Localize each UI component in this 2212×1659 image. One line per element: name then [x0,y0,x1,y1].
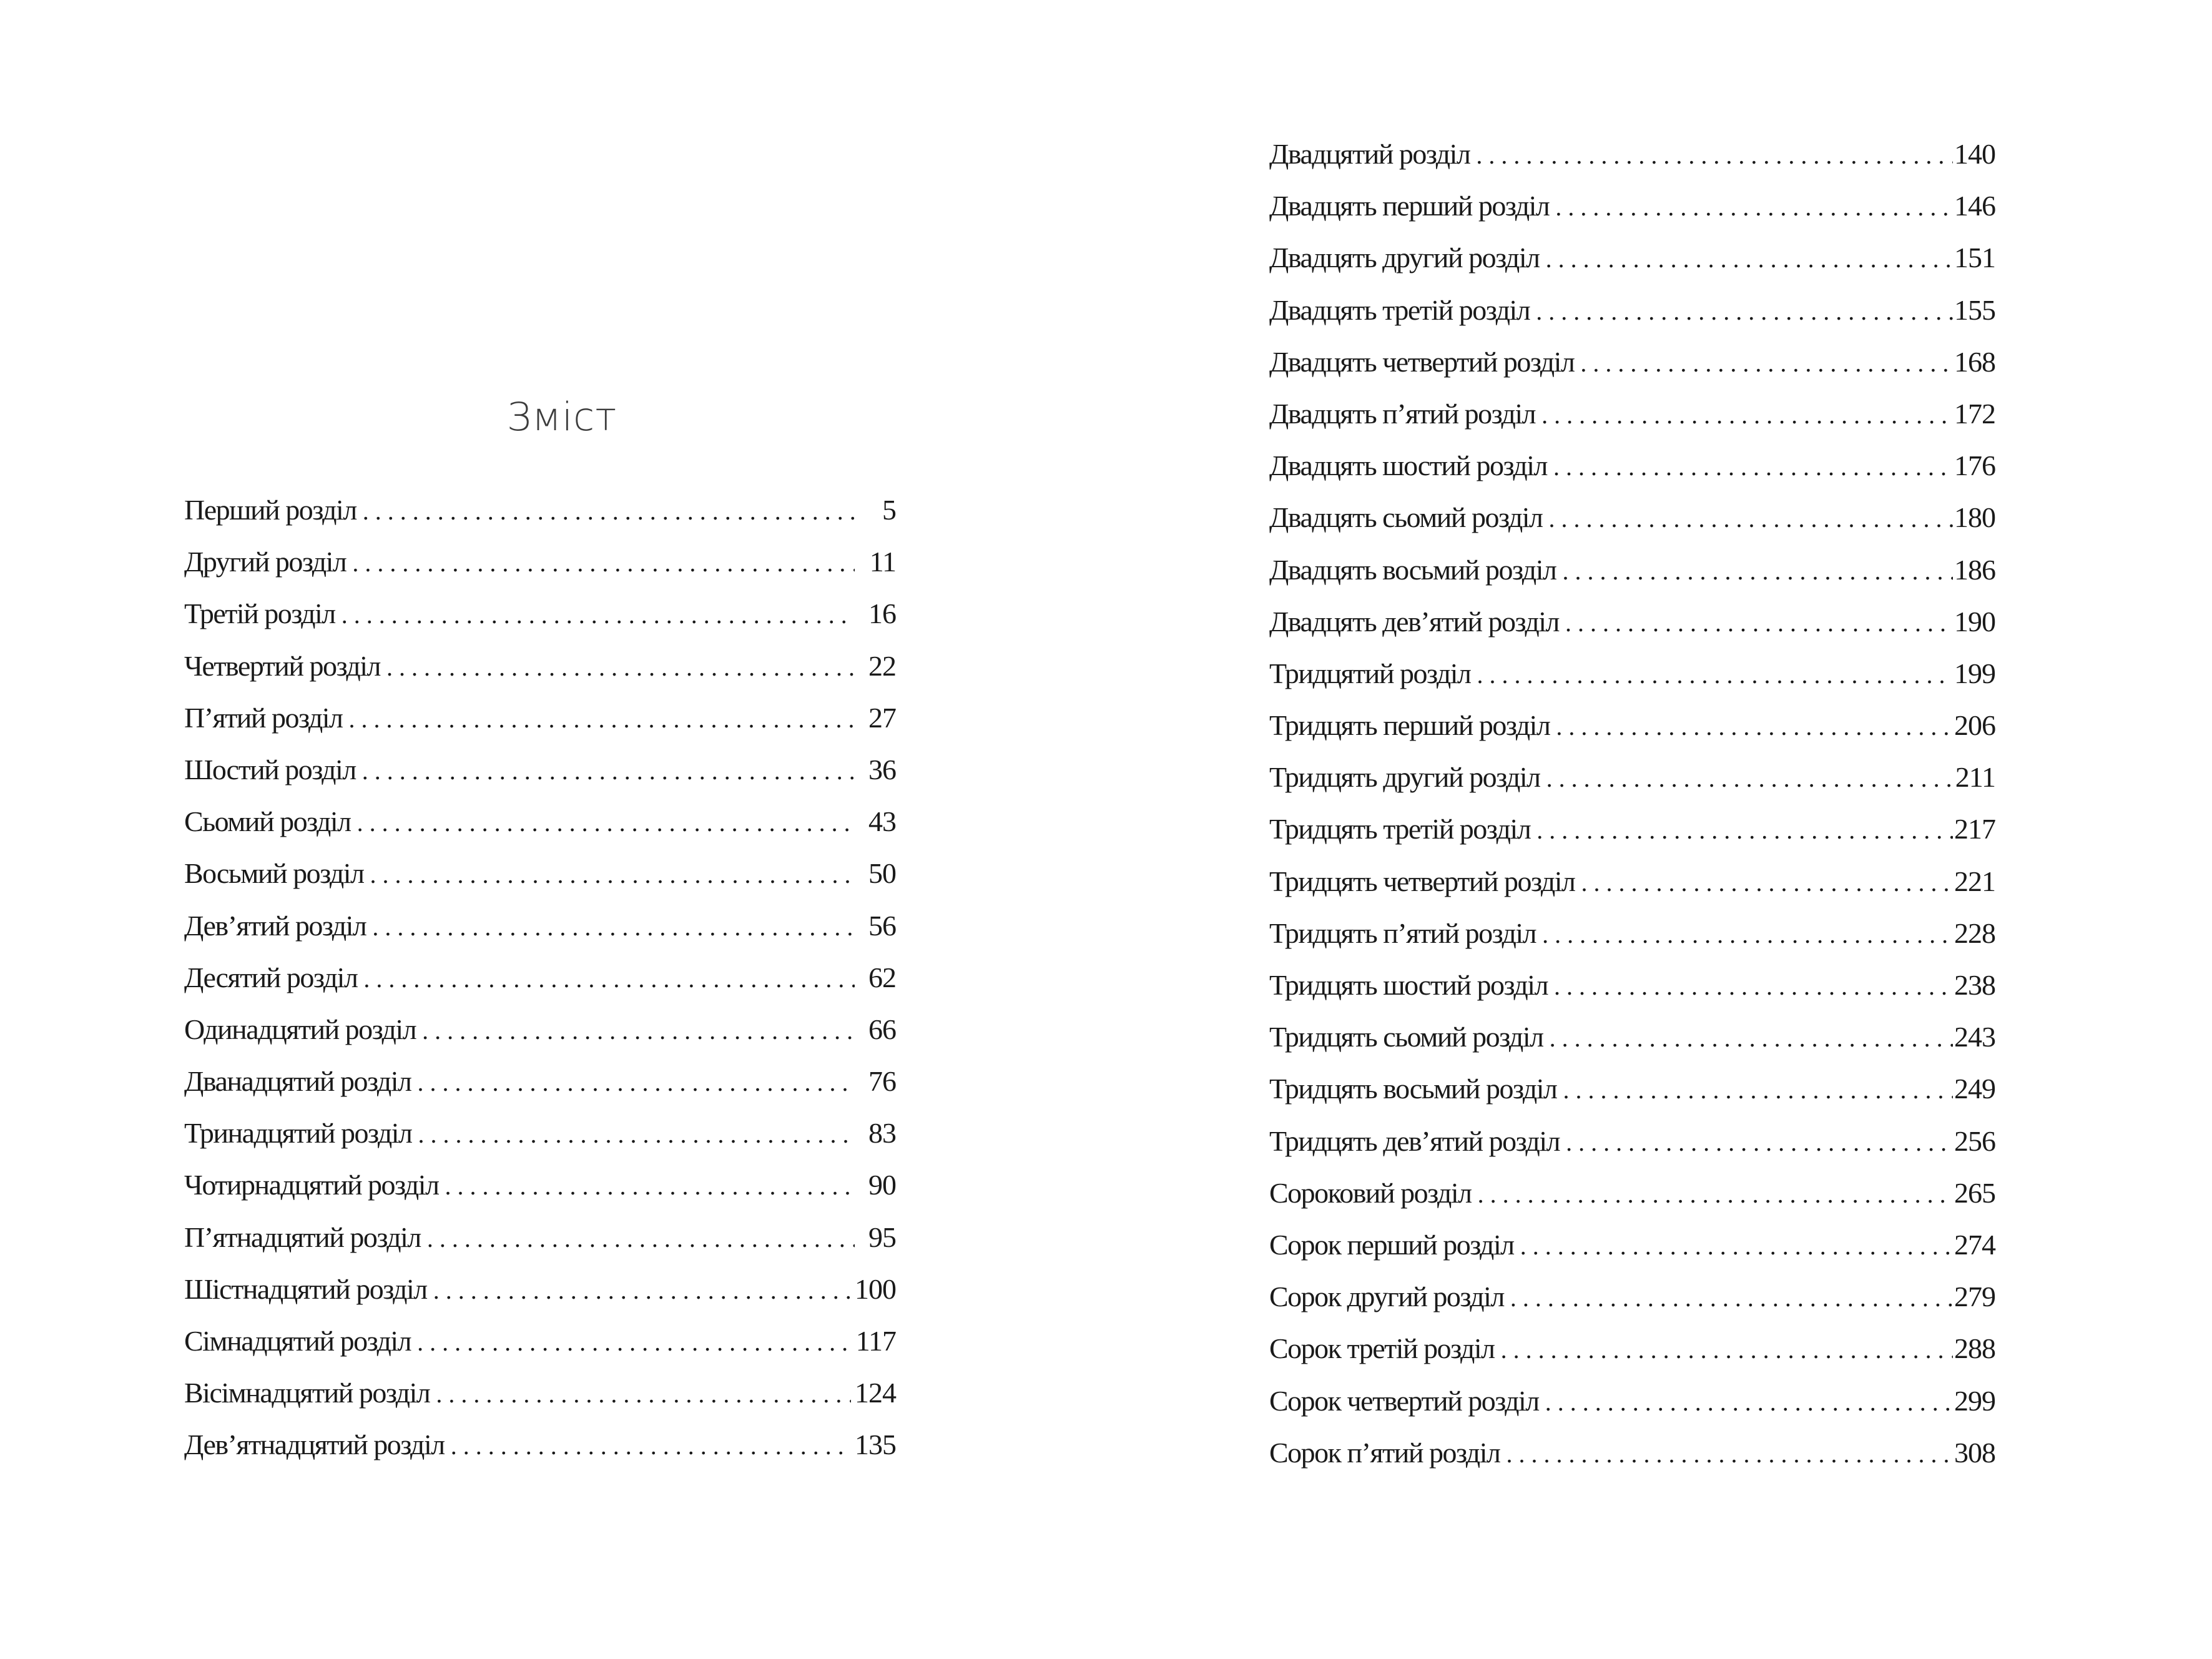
toc-entry[interactable] [1269,1384,1995,1436]
dot-leader [417,1324,852,1357]
toc-entry[interactable] [1269,1280,1995,1332]
toc-entry-page-number: 172 [1954,397,1995,430]
toc-entry-page-number: 256 [1954,1125,1995,1157]
toc-entry[interactable] [1269,553,1995,605]
toc-entry-title: Тридцятий розділ [1269,657,1471,689]
toc-entry-title: Восьмий розділ [184,857,364,890]
toc-entry-page-number: 221 [1954,865,1995,897]
dot-leader [370,857,855,890]
toc-entry-page-number: 151 [1954,242,1995,274]
toc-entry[interactable] [184,961,896,1013]
dot-leader [1541,397,1953,430]
dot-leader [362,753,855,786]
toc-entry-title: Чотирнадцятий розділ [184,1169,439,1201]
toc-entry[interactable] [184,1013,896,1065]
dot-leader [445,1168,855,1201]
toc-entry-title: Тринадцятий розділ [184,1117,412,1149]
dot-leader [1476,137,1953,170]
toc-entry-page-number: 308 [1954,1436,1995,1469]
dot-leader [1566,1125,1953,1158]
toc-entry-page-number: 299 [1954,1384,1995,1417]
toc-entry[interactable] [1269,709,1995,761]
toc-entry-page-number: 199 [1954,657,1995,689]
toc-entry-title: Тридцять другий розділ [1269,761,1540,794]
dot-leader [363,493,855,526]
toc-entry-title: Сорок другий розділ [1269,1281,1504,1313]
toc-entry-title: Сорок четвертий розділ [1269,1384,1539,1417]
toc-entry[interactable] [1269,137,1995,189]
toc-entry[interactable] [184,1168,896,1220]
toc-entry-page-number: 140 [1954,138,1995,170]
dot-leader [451,1428,851,1461]
toc-entry-title: П’ятнадцятий розділ [184,1221,421,1253]
dot-leader [386,649,855,682]
toc-entry[interactable] [184,909,896,961]
dot-leader [1536,293,1953,327]
dot-leader [1563,1072,1954,1105]
dot-leader [422,1013,855,1046]
toc-entry[interactable] [1269,865,1995,917]
dot-leader [1478,1176,1953,1209]
toc-entry[interactable] [1269,501,1995,553]
toc-entry-title: Двадцять сьомий розділ [1269,501,1543,534]
toc-entry[interactable] [1269,1072,1995,1124]
toc-entry-page-number: 186 [1954,553,1995,586]
dot-leader [1549,501,1953,534]
toc-entry[interactable] [1269,1332,1995,1384]
dot-leader [1553,449,1953,482]
toc-entry-page-number: 22 [868,649,896,682]
toc-entry[interactable] [184,1428,896,1480]
toc-entry[interactable] [1269,241,1995,293]
toc-entry[interactable] [184,649,896,701]
dot-leader [1501,1332,1953,1365]
toc-entry-page-number: 76 [868,1065,896,1098]
dot-leader [1545,1384,1953,1417]
toc-entry-title: Перший розділ [184,494,356,526]
toc-entry-page-number: 100 [855,1273,896,1305]
toc-entry-title: Другий розділ [184,546,347,578]
toc-entry[interactable] [1269,1176,1995,1228]
toc-entry-title: Сорок п’ятий розділ [1269,1436,1500,1469]
toc-entry-page-number: 146 [1954,190,1995,222]
toc-entry-title: Дев’ятнадцятий розділ [184,1429,445,1461]
toc-entry-page-number: 274 [1954,1228,1995,1261]
dot-leader [357,805,855,838]
toc-title: Зміст [506,394,617,440]
toc-entry[interactable] [184,1065,896,1116]
toc-entry-title: Четвертий розділ [184,649,380,682]
dot-leader [1555,189,1953,222]
toc-entry-page-number: 190 [1954,605,1995,638]
dot-leader [418,1116,855,1149]
toc-left-column [184,493,896,1480]
toc-right-column [1269,137,1995,1488]
toc-entry-page-number: 211 [1955,761,1995,794]
toc-entry-page-number: 56 [868,909,896,942]
dot-leader [433,1273,851,1306]
toc-entry-title: Двадцять перший розділ [1269,190,1550,222]
toc-entry-page-number: 135 [855,1429,896,1461]
toc-entry[interactable] [1269,449,1995,501]
toc-entry[interactable] [1269,189,1995,241]
toc-entry-title: Двадцять п’ятий розділ [1269,397,1536,430]
toc-entry-title: Сороковий розділ [1269,1176,1472,1209]
dot-leader [1546,241,1953,274]
toc-entry[interactable] [1269,657,1995,709]
dot-leader [1546,761,1954,794]
toc-entry-title: Вісімнадцятий розділ [184,1377,430,1409]
dot-leader [417,1065,855,1098]
toc-entry-page-number: 66 [868,1013,896,1045]
toc-entry-title: Десятий розділ [184,961,358,993]
toc-entry-page-number: 155 [1954,293,1995,326]
toc-entry-title: Шістнадцятий розділ [184,1273,427,1305]
toc-entry-title: Двадцятий розділ [1269,138,1470,170]
toc-entry-title: Тридцять сьомий розділ [1269,1021,1543,1053]
toc-entry-title: Двадцять восьмий розділ [1269,553,1556,586]
dot-leader [349,701,855,734]
toc-entry-title: Двадцять дев’ятий розділ [1269,605,1560,638]
toc-entry-page-number: 217 [1954,813,1995,845]
toc-entry-title: Сьомий розділ [184,805,351,838]
dot-leader [1510,1280,1953,1313]
toc-entry-title: Третій розділ [184,598,335,630]
dot-leader [427,1221,855,1254]
toc-entry-page-number: 117 [855,1325,896,1357]
toc-entry-title: Тридцять восьмий розділ [1269,1073,1557,1105]
toc-entry[interactable] [184,1116,896,1168]
dot-leader [352,545,855,578]
dot-leader [1536,812,1953,845]
toc-entry[interactable] [1269,293,1995,345]
toc-entry[interactable] [1269,1020,1995,1072]
toc-entry-page-number: 243 [1954,1021,1995,1053]
dot-leader [372,909,855,942]
toc-entry-title: Сорок третій розділ [1269,1332,1495,1365]
toc-entry[interactable] [1269,1228,1995,1280]
dot-leader [1562,553,1953,586]
toc-entry-title: Одинадцятий розділ [184,1013,416,1045]
toc-entry-title: Тридцять перший розділ [1269,709,1550,742]
toc-entry[interactable] [1269,968,1995,1020]
toc-entry[interactable] [184,597,896,649]
toc-entry-title: Тридцять дев’ятий розділ [1269,1125,1560,1157]
dot-leader [1556,709,1953,742]
dot-leader [1520,1228,1953,1261]
toc-entry-page-number: 265 [1954,1176,1995,1209]
toc-entry-title: Двадцять шостий розділ [1269,450,1547,482]
dot-leader [1550,1020,1953,1053]
toc-entry-title: Сімнадцятий розділ [184,1325,411,1357]
dot-leader [1477,657,1953,690]
dot-leader [1580,345,1953,378]
toc-entry-page-number: 90 [868,1169,896,1201]
toc-entry-title: Тридцять третій розділ [1269,813,1531,845]
toc-entry[interactable] [1269,1125,1995,1176]
toc-entry-title: Двадцять другий розділ [1269,242,1540,274]
toc-entry-title: Тридцять п’ятий розділ [1269,917,1536,949]
dot-leader [1506,1436,1953,1469]
toc-entry-page-number: 43 [868,805,896,838]
toc-entry-title: Дев’ятий розділ [184,909,366,942]
toc-entry-page-number: 168 [1954,345,1995,378]
toc-entry[interactable] [184,493,896,545]
toc-entry-page-number: 288 [1954,1332,1995,1365]
dot-leader [1542,917,1953,950]
dot-leader [1581,865,1953,898]
toc-entry-page-number: 50 [868,857,896,890]
dot-leader [363,961,855,994]
toc-entry-title: Двадцять четвертий розділ [1269,345,1575,378]
toc-entry[interactable] [184,545,896,597]
toc-entry-page-number: 62 [868,961,896,993]
toc-entry-title: Сорок перший розділ [1269,1228,1514,1261]
dot-leader [1565,605,1953,638]
toc-entry-page-number: 279 [1954,1281,1995,1313]
toc-entry-title: Дванадцятий розділ [184,1065,411,1098]
toc-entry-page-number: 16 [868,598,896,630]
toc-entry-page-number: 5 [882,494,896,526]
toc-entry-title: Шостий розділ [184,753,356,785]
toc-entry[interactable] [184,701,896,753]
toc-entry-page-number: 95 [868,1221,896,1253]
dot-leader [436,1376,851,1409]
toc-entry[interactable] [1269,812,1995,864]
toc-entry[interactable] [184,857,896,908]
toc-entry-title: Двадцять третій розділ [1269,293,1530,326]
toc-entry-page-number: 27 [868,701,896,734]
toc-entry[interactable] [184,1221,896,1273]
toc-entry-page-number: 228 [1954,917,1995,949]
toc-entry[interactable] [184,1376,896,1428]
toc-entry-page-number: 36 [868,753,896,785]
toc-entry-page-number: 11 [869,546,896,578]
toc-entry[interactable] [1269,1436,1995,1488]
toc-entry-title: Тридцять четвертий розділ [1269,865,1575,897]
toc-entry-page-number: 238 [1954,969,1995,1001]
toc-entry[interactable] [1269,761,1995,812]
toc-entry-title: П’ятий розділ [184,701,343,734]
toc-entry[interactable] [1269,397,1995,449]
toc-entry[interactable] [184,1273,896,1324]
toc-entry[interactable] [1269,605,1995,657]
toc-entry-page-number: 180 [1954,501,1995,534]
toc-entry[interactable] [1269,345,1995,397]
toc-entry-page-number: 124 [855,1377,896,1409]
dot-leader [342,597,855,630]
toc-entry[interactable] [184,753,896,805]
toc-entry-page-number: 206 [1954,709,1995,742]
toc-entry-page-number: 176 [1954,450,1995,482]
toc-entry-page-number: 83 [868,1117,896,1149]
toc-entry[interactable] [1269,917,1995,968]
dot-leader [1554,968,1953,1002]
toc-entry-title: Тридцять шостий розділ [1269,969,1548,1001]
toc-entry[interactable] [184,805,896,857]
toc-entry-page-number: 249 [1954,1073,1995,1105]
toc-entry[interactable] [184,1324,896,1376]
